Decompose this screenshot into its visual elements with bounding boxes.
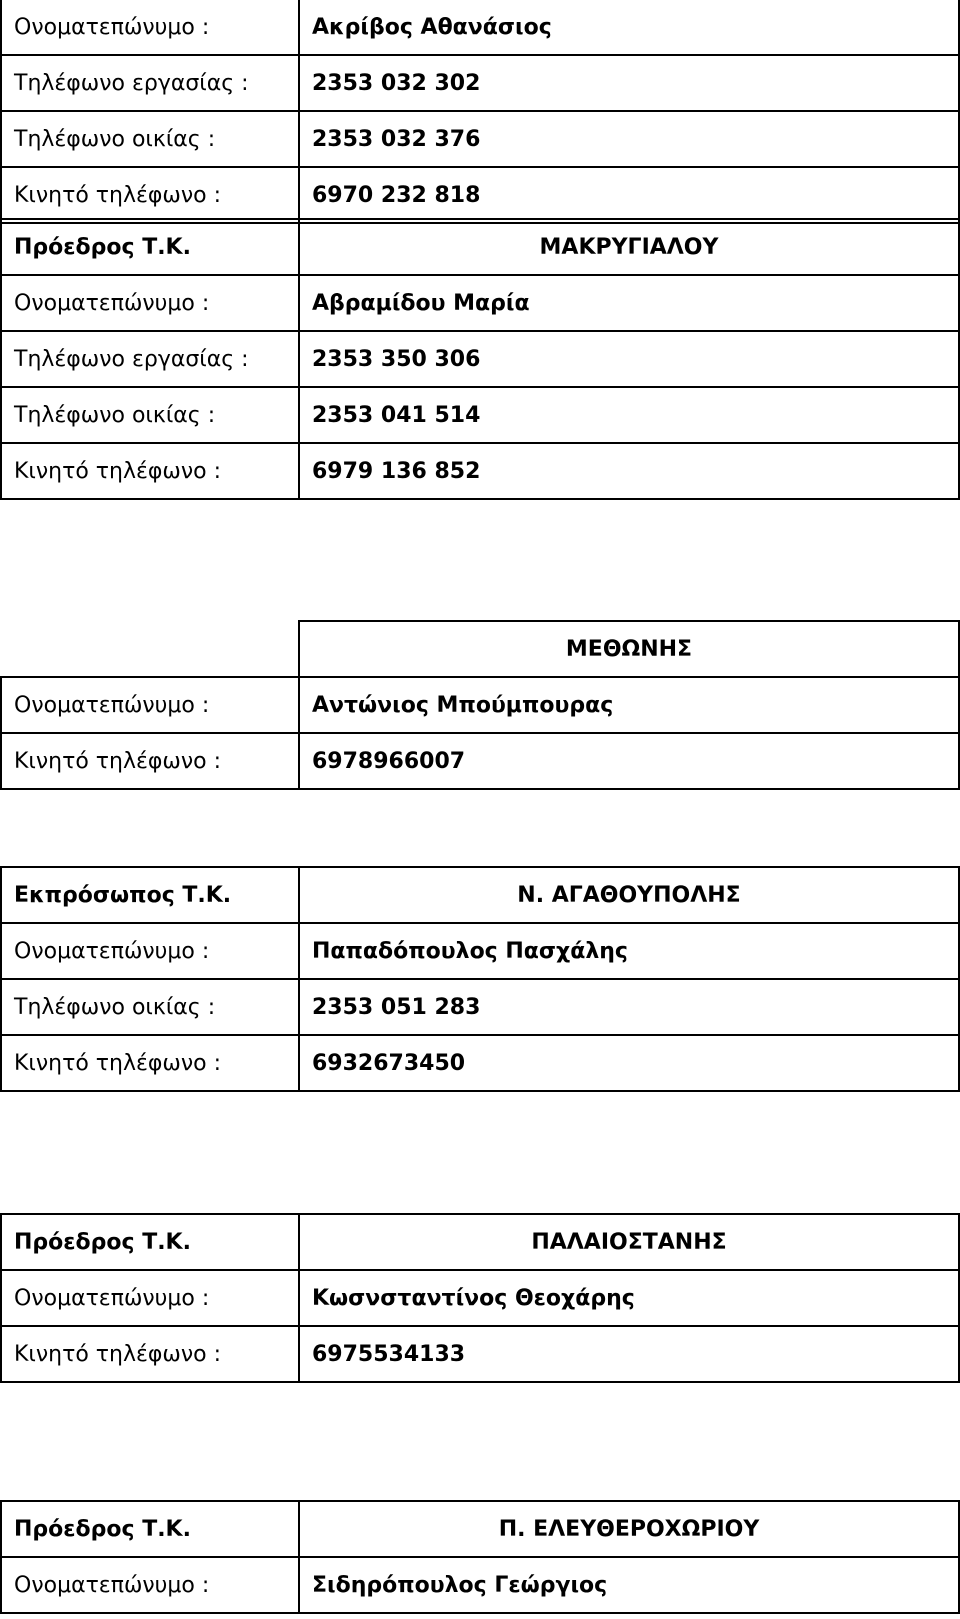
table-row (1, 219, 959, 275)
table-row (1, 1270, 959, 1326)
field-label: Ονοματεπώνυμο : (1, 923, 299, 979)
table-row (1, 0, 959, 55)
table-row (1, 1557, 959, 1613)
field-value: Σιδηρόπουλος Γεώργιος (299, 1557, 959, 1613)
field-label: Ονοματεπώνυμο : (1, 275, 299, 331)
field-label: Κινητό τηλέφωνο : (1, 1326, 299, 1382)
field-label: Κινητό τηλέφωνο : (1, 167, 299, 223)
contact-table-0 (0, 0, 960, 224)
table-row (1, 621, 959, 677)
place-heading: Π. ΕΛΕΥΘΕΡΟΧΩΡΙΟΥ (299, 1501, 959, 1557)
table-row (1, 1214, 959, 1270)
field-value: 2353 032 376 (299, 111, 959, 167)
place-heading: ΜΑΚΡΥΓΙΑΛΟΥ (299, 219, 959, 275)
field-value: 6932673450 (299, 1035, 959, 1091)
place-heading: ΜΕΘΩΝΗΣ (299, 621, 959, 677)
field-label: Κινητό τηλέφωνο : (1, 443, 299, 499)
field-value: 2353 350 306 (299, 331, 959, 387)
table-row (1, 1326, 959, 1382)
field-value: 2353 051 283 (299, 979, 959, 1035)
field-value: Ακρίβος Αθανάσιος (299, 0, 959, 55)
table-row (1, 443, 959, 499)
role-label: Εκπρόσωπος Τ.Κ. (1, 867, 299, 923)
field-value: 2353 032 302 (299, 55, 959, 111)
field-label: Τηλέφωνο οικίας : (1, 979, 299, 1035)
field-value: 6978966007 (299, 733, 959, 789)
table-row (1, 387, 959, 443)
table-row (1, 111, 959, 167)
field-label: Ονοματεπώνυμο : (1, 0, 299, 55)
role-label: Πρόεδρος Τ.Κ. (1, 219, 299, 275)
table-row (1, 923, 959, 979)
field-label: Ονοματεπώνυμο : (1, 1557, 299, 1613)
contact-table-1 (0, 218, 960, 500)
contact-table-5 (0, 1500, 960, 1614)
field-value: 6970 232 818 (299, 167, 959, 223)
table-row (1, 167, 959, 223)
role-label (1, 621, 299, 677)
table-row (1, 979, 959, 1035)
place-heading: Ν. ΑΓΑΘΟΥΠΟΛΗΣ (299, 867, 959, 923)
field-label: Τηλέφωνο εργασίας : (1, 55, 299, 111)
role-label: Πρόεδρος Τ.Κ. (1, 1501, 299, 1557)
field-value: Παπαδόπουλος Πασχάλης (299, 923, 959, 979)
field-value: 6979 136 852 (299, 443, 959, 499)
field-value: Αβραμίδου Μαρία (299, 275, 959, 331)
field-label: Ονοματεπώνυμο : (1, 1270, 299, 1326)
table-row (1, 275, 959, 331)
field-value: Κωσνσταντίνος Θεοχάρης (299, 1270, 959, 1326)
field-value: 2353 041 514 (299, 387, 959, 443)
field-label: Τηλέφωνο εργασίας : (1, 331, 299, 387)
field-label: Ονοματεπώνυμο : (1, 677, 299, 733)
place-heading: ΠΑΛΑΙΟΣΤΑΝΗΣ (299, 1214, 959, 1270)
table-row (1, 677, 959, 733)
table-row (1, 331, 959, 387)
field-value: 6975534133 (299, 1326, 959, 1382)
field-label: Τηλέφωνο οικίας : (1, 111, 299, 167)
table-row (1, 867, 959, 923)
field-label: Κινητό τηλέφωνο : (1, 733, 299, 789)
table-row (1, 55, 959, 111)
field-label: Κινητό τηλέφωνο : (1, 1035, 299, 1091)
table-row (1, 1501, 959, 1557)
field-value: Αντώνιος Μπούμπουρας (299, 677, 959, 733)
contact-table-2 (0, 620, 960, 790)
contact-table-3 (0, 866, 960, 1092)
field-label: Τηλέφωνο οικίας : (1, 387, 299, 443)
role-label: Πρόεδρος Τ.Κ. (1, 1214, 299, 1270)
table-row (1, 733, 959, 789)
contact-table-4 (0, 1213, 960, 1383)
table-row (1, 1035, 959, 1091)
